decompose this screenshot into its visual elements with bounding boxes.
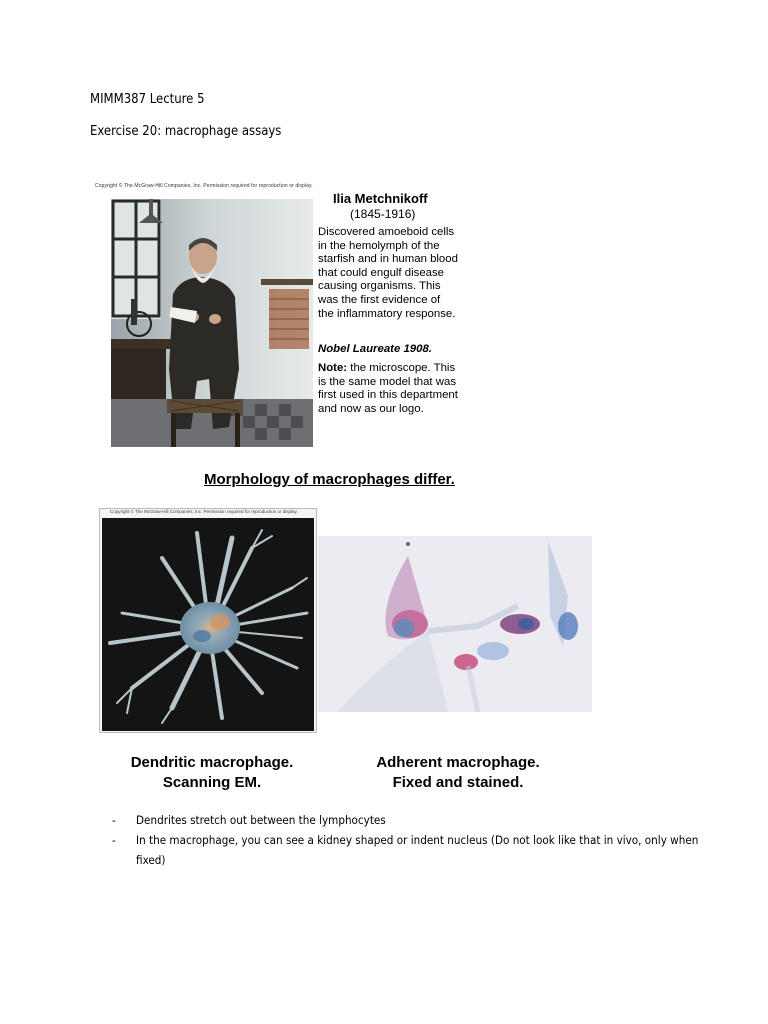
note-text: the microscope. This is the same model that was first used in this department and now as our logo.: [318, 362, 458, 415]
adherent-caption-line2: Fixed and stained.: [392, 774, 524, 791]
figure-copyright: Copyright © The McGraw-Hill Companies, Inc. Permission required for reproduction or display.: [110, 509, 298, 514]
bullet-item: [112, 830, 702, 870]
bullet-text: Dendrites stretch out between the lymphocytes: [136, 813, 386, 827]
dendritic-macrophage-image: [102, 518, 314, 731]
dendritic-caption: [112, 753, 312, 793]
bullet-list: [112, 810, 702, 870]
scientist-description: Discovered amoeboid cells in the hemolymph of the starfish and in human blood that could engulf disease causing organisms. This was the first evidence of the inflammatory response.: [318, 226, 458, 320]
scientist-name: Ilia Metchnikoff: [333, 191, 428, 206]
bullet-dash: -: [112, 833, 116, 847]
dendritic-caption-line1: Dendritic macrophage.: [130, 754, 294, 771]
adherent-macrophage-image: [318, 536, 592, 712]
lecture-title: MIMM387 Lecture 5: [90, 92, 205, 107]
microscope-note: [318, 362, 458, 416]
bullet-text: In the macrophage, you can see a kidney shaped or indent nucleus (Do not look like that in vivo, only when fixed): [136, 833, 699, 867]
nobel-note: Nobel Laureate 1908.: [318, 343, 432, 355]
note-label: Note:: [318, 362, 348, 374]
bullet-dash: -: [112, 813, 116, 827]
metchnikoff-photo: [111, 199, 313, 447]
morphology-heading: Morphology of macrophages differ.: [204, 471, 455, 488]
scientist-years: (1845-1916): [350, 207, 416, 221]
adherent-caption-line1: Adherent macrophage.: [376, 754, 540, 771]
exercise-title: Exercise 20: macrophage assays: [90, 124, 282, 139]
bullet-item: [112, 810, 702, 830]
figure-copyright: Copyright © The McGraw-Hill Companies, Inc. Permission required for reproduction or display.: [95, 183, 313, 189]
adherent-caption: [358, 753, 558, 793]
dendritic-caption-line2: Scanning EM.: [162, 774, 262, 791]
